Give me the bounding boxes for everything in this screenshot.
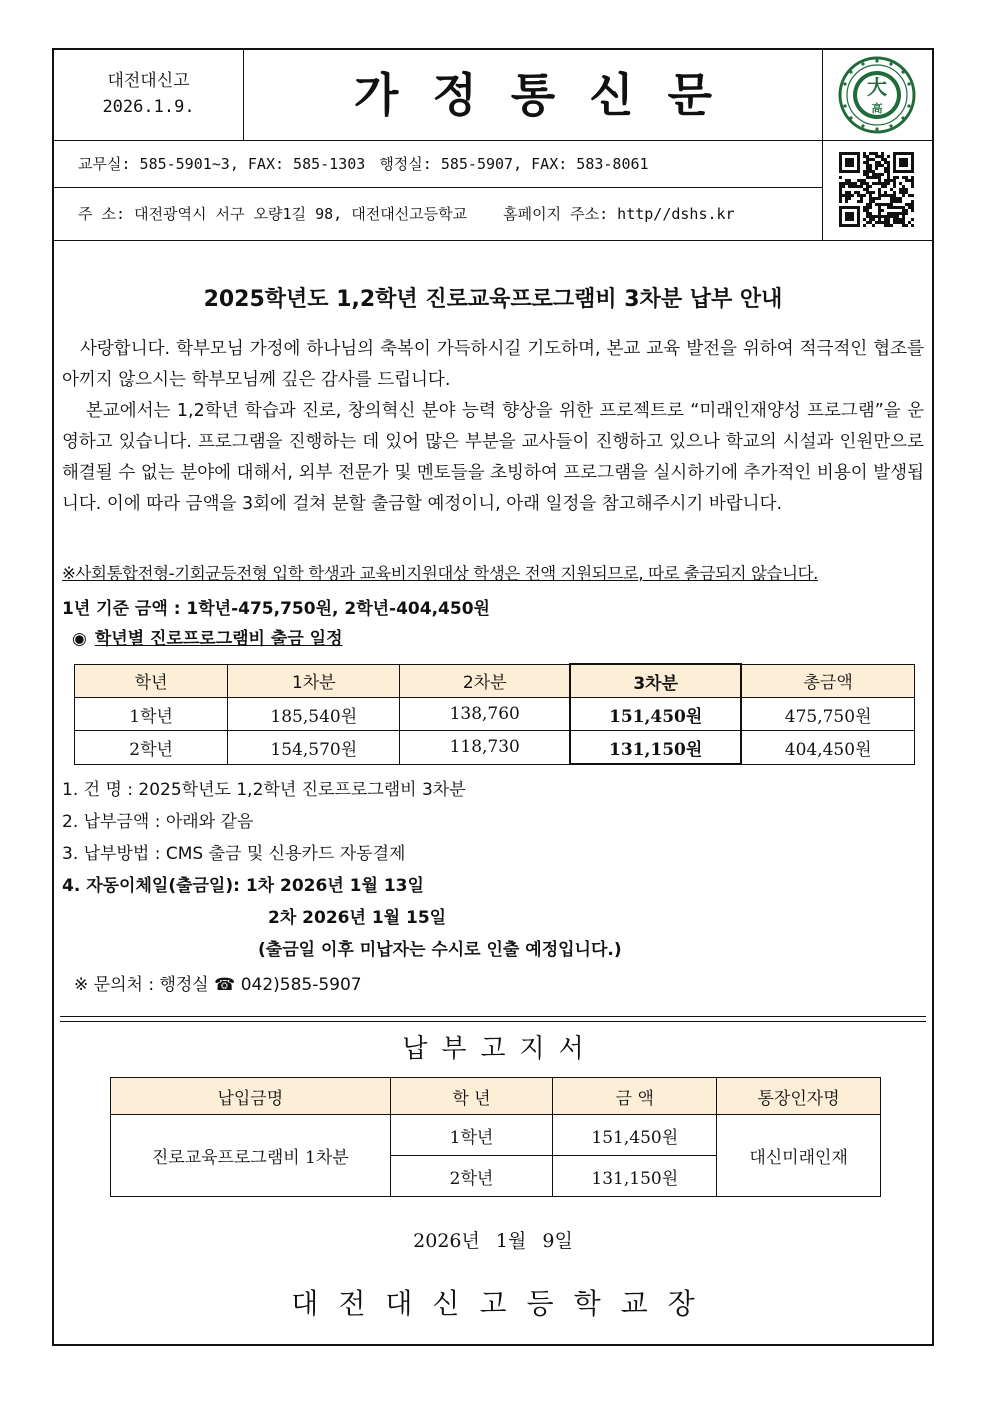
header-cell: 2차분 (400, 664, 570, 698)
program-paragraph: 본교에서는 1,2학년 학습과 진로, 창의혁신 분야 능력 향상을 위한 프로젝트로 “미래인재양성 프로그램”을 운영하고 있습니다. 프로그램을 진행하는 데 있어 많은 부분을 교사들이 진행하고 있으나 학교의 시설과 인원만으로 해결될 수 없는 분야에 대해서, 외부 전문가 및 멘토들을 초빙하여 프로그램을 실시하기에 추가적인 비용이 발생됩니다. 이에 따라 금액을 3회에 걸쳐 분할 출금할 예정이니, 아래 일정을 참고해주시기 바랍니다. (62, 401, 924, 514)
header-top-row (54, 50, 932, 141)
schedule-heading (72, 624, 343, 649)
amount-cell: 185,540원 (228, 698, 400, 731)
header-cell: 총금액 (741, 664, 914, 698)
total-cell: 404,450원 (741, 731, 914, 765)
receipt-table (110, 1077, 881, 1197)
detail-item (62, 870, 622, 902)
school-address: 주 소: 대전광역시 서구 오량1길 98, 대전대신고등학교 (78, 205, 468, 223)
school-info-cell (54, 50, 244, 140)
detail-label: 3. 납부방법 : (62, 844, 161, 864)
receipt-title: 납부고지서 (402, 1034, 598, 1064)
amount-cell: 118,730 (400, 731, 570, 765)
emblem-glyph: 大 (867, 75, 887, 99)
detail-item (62, 806, 622, 838)
principal-signature: 대전대신고등학교장 (291, 1287, 715, 1320)
schedule-table (74, 663, 915, 765)
detail-value: 1차 2026년 1월 13일 (245, 876, 424, 896)
header-cell: 금 액 (553, 1078, 717, 1115)
qr-cell (822, 140, 933, 240)
notice-frame (52, 48, 934, 1346)
table-row (111, 1115, 881, 1156)
amount-cell: 151,450원 (570, 698, 741, 731)
header-divider (54, 240, 932, 241)
school-short-name: 대전대신고 (107, 71, 190, 91)
page-title: 가정통신문 (353, 68, 747, 122)
detail-item (62, 774, 622, 806)
grade-cell: 2학년 (390, 1156, 553, 1197)
schedule-label: 학년별 진로프로그램비 출금 일정 (94, 629, 343, 649)
double-divider (60, 1016, 926, 1022)
header-cell: 학년 (75, 664, 228, 698)
detail-value: 2차 2026년 1월 15일 (268, 908, 447, 928)
account-name-cell: 대신미래인재 (717, 1115, 881, 1197)
bullet-icon: ◉ (72, 629, 87, 649)
emblem-sub-glyph: 高 (871, 102, 883, 115)
amount-cell: 154,570원 (228, 731, 400, 765)
school-emblem-icon (823, 50, 933, 140)
admin-contact: 행정실: 585-5907, FAX: 583-8061 (379, 155, 649, 173)
qr-code-icon (823, 140, 933, 240)
contact-row (54, 140, 822, 188)
amount-cell: 131,150원 (553, 1156, 717, 1197)
table-header-row (111, 1078, 881, 1115)
grade-cell: 1학년 (390, 1115, 553, 1156)
detail-value: 2025학년도 1,2학년 진로프로그램비 3차분 (138, 780, 466, 800)
base-amount: 1년 기준 금액 : 1학년-475,750원, 2학년-404,450원 (62, 599, 490, 619)
header-cell: 납입금명 (111, 1078, 391, 1115)
payment-details (62, 774, 622, 966)
detail-label: 2. 납부금액 : (62, 812, 161, 832)
address-row (54, 188, 822, 240)
detail-item (62, 902, 622, 934)
amount-cell: 131,150원 (570, 731, 741, 765)
issue-date: 2026.1.9. (102, 97, 195, 117)
inquiry-contact: ※ 문의처 : 행정실 ☎ 042)585-5907 (74, 975, 362, 995)
issue-date-footer: 2026년 1월 9일 (413, 1230, 573, 1252)
greeting-paragraph: 사랑합니다. 학부모님 가정에 하나님의 축복이 가득하시길 기도하며, 본교 교육 발전을 위하여 적극적인 협조를 아끼지 않으시는 학부모님께 깊은 감사를 드립니다. (62, 339, 924, 390)
document-title: 2025학년도 1,2학년 진로교육프로그램비 3차분 납부 안내 (203, 287, 783, 312)
header-cell: 통장인자명 (717, 1078, 881, 1115)
total-cell: 475,750원 (741, 698, 914, 731)
detail-label: 4. 자동이체일(출금일): (62, 876, 240, 896)
exemption-notice: ※사회통합전형-기회균등전형 입학 학생과 교육비지원대상 학생은 전액 지원되므로, 따로 출금되지 않습니다. (62, 564, 818, 583)
item-name-cell: 진로교육프로그램비 1차분 (111, 1115, 391, 1197)
amount-cell: 151,450원 (553, 1115, 717, 1156)
header-cell: 학 년 (390, 1078, 553, 1115)
table-header-row (75, 664, 915, 698)
table-row (75, 698, 915, 731)
logo-cell (822, 50, 933, 140)
office-contact: 교무실: 585-5901~3, FAX: 585-1303 (78, 155, 366, 173)
detail-value: 아래와 같음 (165, 812, 254, 832)
detail-note: (출금일 이후 미납자는 수시로 인출 예정입니다.) (258, 940, 622, 960)
detail-value: CMS 출금 및 신용카드 자동결제 (165, 844, 406, 864)
detail-item (62, 838, 622, 870)
table-row (75, 731, 915, 765)
amount-cell: 138,760 (400, 698, 570, 731)
grade-cell: 1학년 (75, 698, 228, 731)
header-cell: 1차분 (228, 664, 400, 698)
header-cell: 3차분 (570, 664, 741, 698)
grade-cell: 2학년 (75, 731, 228, 765)
homepage-address: 홈페이지 주소: http//dshs.kr (503, 205, 735, 223)
detail-label: 1. 건 명 : (62, 780, 134, 800)
